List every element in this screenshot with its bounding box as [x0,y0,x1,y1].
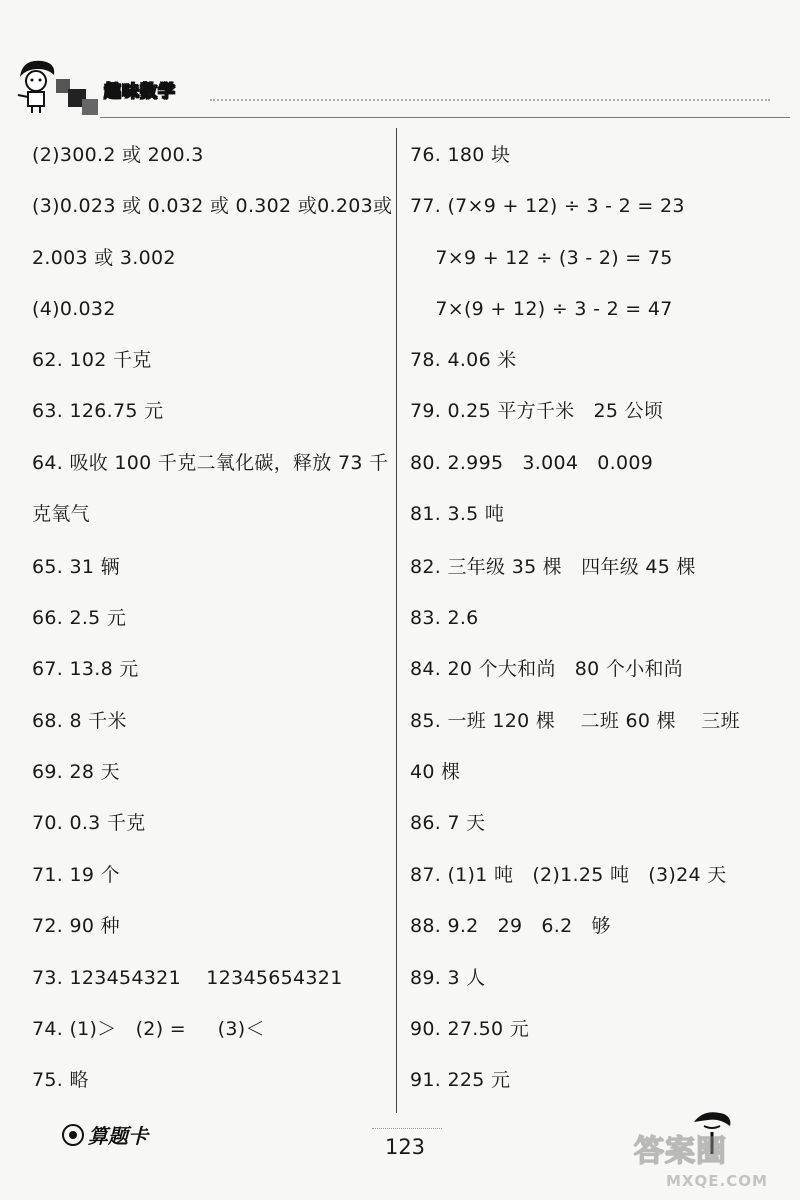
answer-line: (4)0.032 [32,298,116,320]
answer-line: 75. 略 [32,1069,89,1091]
answer-line: 77. (7×9 + 12) ÷ 3 - 2 = 23 [410,195,685,217]
answer-line: 87. (1)1 吨 (2)1.25 吨 (3)24 天 [410,864,727,886]
answer-line: 62. 102 千克 [32,349,152,371]
footer-logo [62,1118,182,1158]
watermark-main: 答案圈 [634,1134,727,1169]
header-dotted-rule [210,99,770,101]
footer-title: 算题卡 [88,1124,148,1148]
answer-line: (2)300.2 或 200.3 [32,144,204,166]
column-divider [396,128,397,1113]
answer-line: 68. 8 千米 [32,710,127,732]
answer-line: 40 棵 [410,761,461,783]
answer-line: 克氧气 [32,503,90,525]
answer-line: 81. 3.5 吨 [410,503,505,525]
answer-line: 65. 31 辆 [32,556,120,578]
answer-line: 80. 2.995 3.004 0.009 [410,452,654,474]
answer-line: 2.003 或 3.002 [32,247,176,269]
series-title: 趣味数学 [104,82,176,102]
answer-line: 67. 13.8 元 [32,658,139,680]
header-rule [100,117,790,118]
answer-line: 73. 123454321 12345654321 [32,967,343,989]
answer-line: 79. 0.25 平方千米 25 公顷 [410,400,664,422]
answer-line: 78. 4.06 米 [410,349,517,371]
answer-line: 91. 225 元 [410,1069,511,1091]
answer-line: 70. 0.3 千克 [32,812,146,834]
answer-line: 7×(9 + 12) ÷ 3 - 2 = 47 [410,298,673,320]
answer-line: 69. 28 天 [32,761,120,783]
answer-line: 84. 20 个大和尚 80 个小和尚 [410,658,684,680]
answer-line: (3)0.023 或 0.032 或 0.302 或0.203或 [32,195,393,217]
page-header [0,55,800,130]
decorative-squares [56,79,100,119]
answer-line: 83. 2.6 [410,607,479,629]
answer-line: 63. 126.75 元 [32,400,164,422]
answer-line: 86. 7 天 [410,812,486,834]
answer-line: 89. 3 人 [410,967,486,989]
answer-line: 7×9 + 12 ÷ (3 - 2) = 75 [410,247,673,269]
answer-line: 74. (1)＞ (2) = (3)＜ [32,1018,265,1040]
page-number: 123 [384,1135,426,1159]
answer-line: 76. 180 块 [410,144,511,166]
footer-dotted-rule [372,1128,442,1129]
answer-line: 82. 三年级 35 棵 四年级 45 棵 [410,556,696,578]
answer-line: 85. 一班 120 棵 二班 60 棵 三班 [410,710,740,732]
answer-line: 90. 27.50 元 [410,1018,529,1040]
answer-line: 64. 吸收 100 千克二氧化碳，释放 73 千 [32,452,389,474]
watermark-url: MXQE.COM [666,1172,768,1190]
cartoon-boy-icon [12,55,60,115]
answer-line: 72. 90 种 [32,915,120,937]
watermark [620,1120,795,1195]
answer-line: 66. 2.5 元 [32,607,127,629]
answer-line: 88. 9.2 29 6.2 够 [410,915,611,937]
answer-line: 71. 19 个 [32,864,120,886]
circle-logo-icon [62,1124,84,1146]
